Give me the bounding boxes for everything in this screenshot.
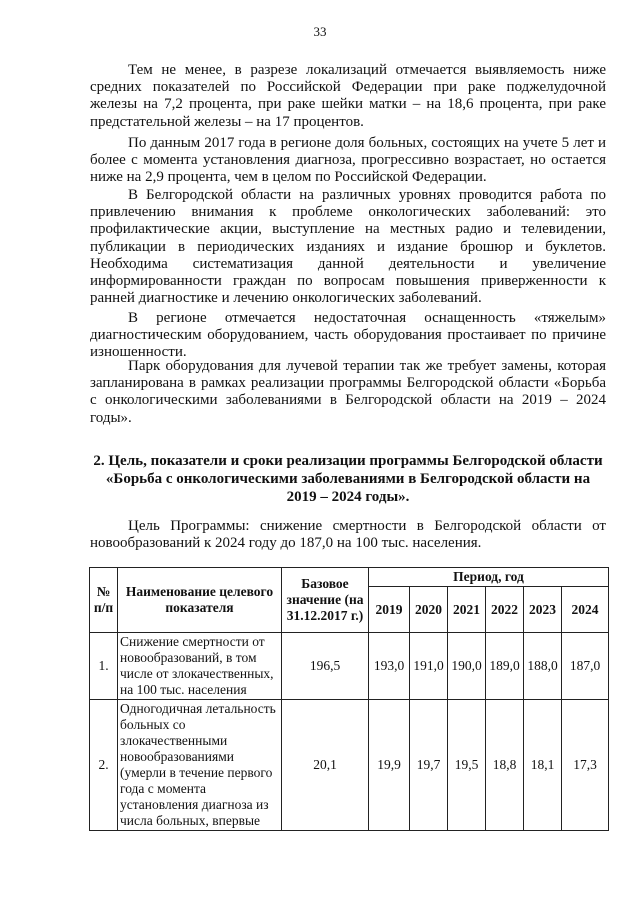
paragraph-radiotherapy-equipment: Парк оборудования для лучевой терапии так же требует замены, которая запланирована в рамках реализации программы Белгородской области «Борьба с онкологическими заболеваниями в Белгородской области на 2019 – 2024 годы».: [90, 358, 606, 426]
paragraph-awareness-work: В Белгородской области на различных уровнях проводится работа по привлечению внимания к проблеме онкологических заболеваний: это профилактические акции, выступление на местных радио и телевидении, публикации в периодических изданиях и издание брошюр и буклетов. Необходима систематизация данной деятельности и увеличение информированности граждан по вопросам повышения приверженности к ранней диагностике и лечению онкологических заболеваний.: [90, 187, 606, 307]
row-year-value: 190,0: [448, 633, 486, 700]
row-year-value: 188,0: [524, 633, 562, 700]
table-header-row: [90, 568, 609, 587]
row-indicator-name: Одногодичная летальность больных со злокачественными новообразованиями (умерли в течение первого года с момента установления диагноза из числа больных, впервые: [118, 700, 282, 831]
page-number: 33: [313, 24, 327, 39]
target-indicators-table: [89, 567, 609, 831]
header-period: Период, год: [369, 568, 609, 587]
row-base-value: 196,5: [282, 633, 369, 700]
row-year-value: 191,0: [410, 633, 448, 700]
row-year-value: 18,8: [486, 700, 524, 831]
row-year-value: 193,0: [369, 633, 410, 700]
paragraph-equipment-shortage: В регионе отмечается недостаточная оснащенность «тяжелым» диагностическим оборудованием, часть оборудования простаивает по причине изношенности.: [90, 310, 606, 361]
section-heading: 2. Цель, показатели и сроки реализации программы Белгородской области «Борьба с онкологическими заболеваниями в Белгородской области на 2019 – 2024 годы».: [93, 453, 603, 505]
header-year: 2023: [524, 587, 562, 633]
row-year-value: 187,0: [562, 633, 609, 700]
row-base-value: 20,1: [282, 700, 369, 831]
header-num: № п/п: [90, 568, 118, 633]
header-base-value: Базовое значение (на 31.12.2017 г.): [282, 568, 369, 633]
header-year: 2020: [410, 587, 448, 633]
paragraph-localization: Тем не менее, в разрезе локализаций отмечается выявляемость ниже средних показателей по Российской Федерации при раке поджелудочной железы на 7,2 процента, при раке шейки матки – на 18,6 процента, при раке предстательной железы – на 17 процентов.: [90, 62, 606, 130]
table-row: [90, 633, 609, 700]
program-goal: Цель Программы: снижение смертности в Белгородской области от новообразований к 2024 году до 187,0 на 100 тыс. населения.: [90, 518, 606, 552]
row-indicator-name: Снижение смертности от новообразований, в том числе от злокачественных, на 100 тыс. населения: [118, 633, 282, 700]
row-year-value: 17,3: [562, 700, 609, 831]
row-year-value: 19,9: [369, 700, 410, 831]
header-year: 2022: [486, 587, 524, 633]
row-year-value: 19,5: [448, 700, 486, 831]
header-year: 2024: [562, 587, 609, 633]
row-num: 2.: [90, 700, 118, 831]
header-year: 2019: [369, 587, 410, 633]
row-year-value: 189,0: [486, 633, 524, 700]
header-indicator-name: Наименование целевого показателя: [118, 568, 282, 633]
header-year: 2021: [448, 587, 486, 633]
paragraph-five-year-share: По данным 2017 года в регионе доля больных, состоящих на учете 5 лет и более с момента установления диагноза, прогрессивно возрастает, но остается ниже на 2,9 процента, чем в целом по Российской Федерации.: [90, 135, 606, 186]
table-row: [90, 700, 609, 831]
row-num: 1.: [90, 633, 118, 700]
row-year-value: 18,1: [524, 700, 562, 831]
row-year-value: 19,7: [410, 700, 448, 831]
